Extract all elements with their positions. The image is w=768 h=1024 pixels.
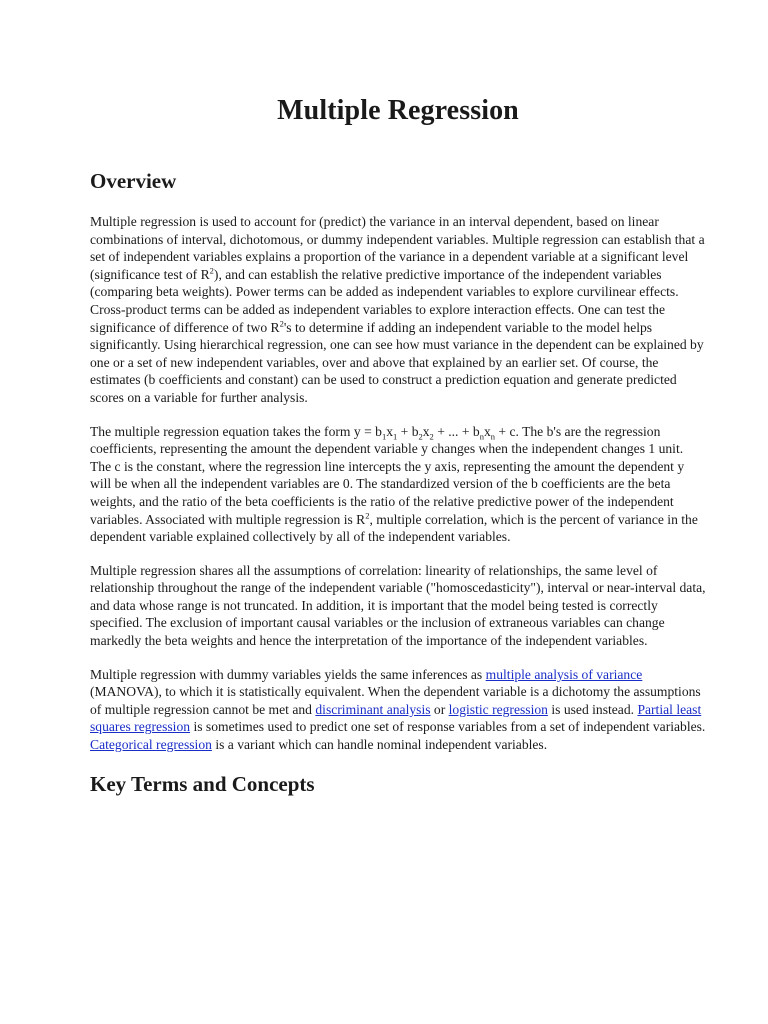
text-run: + ... + b [433, 423, 480, 439]
superscript: 2 [365, 509, 370, 520]
paragraph-dummy-variables [90, 666, 706, 754]
document-title: Multiple Regression [277, 95, 519, 126]
section-heading-key-terms: Key Terms and Concepts [90, 771, 315, 796]
text-run: Multiple regression is used to account for (predict) the variance in an interval dependent, based on linear combinations of interval, dichotomous, or dummy independent variables. Multiple regression can establish that a set of independent variables explains a proportion of the variance in a dependent variable at a significant level (significance test of R [90, 214, 705, 282]
text-run: (MANOVA), to which it is statistically equivalent. When the dependent variable is a dichotomy the assumptions of multiple regression cannot be met and [90, 684, 701, 717]
paragraph-regression-equation [90, 423, 706, 546]
subscript: 2 [429, 431, 434, 442]
text-run: is sometimes used to predict one set of response variables from a set of independent variables. [190, 719, 706, 735]
text-run: x [386, 423, 393, 439]
link-logistic-regression[interactable]: logistic regression [448, 701, 548, 717]
superscript: 2 [279, 318, 284, 329]
subscript: 2 [418, 431, 423, 442]
superscript: 2 [209, 265, 214, 276]
link-partial-least-squares[interactable]: Partial least squares regression [90, 701, 702, 735]
text-run: ), and can establish the relative predictive importance of the independent variables (comparing beta weights). Power terms can be added as independent variables to explore curvilinear effects. Cross-product terms can be added as independent variables to explore interaction effects. One can test the significance of difference of two R [90, 266, 679, 335]
subscript: 1 [392, 431, 398, 442]
text-run: x [483, 423, 491, 439]
link-categorical-regression[interactable]: Categorical regression [90, 737, 212, 753]
subscript: n [479, 431, 484, 442]
text-run: The multiple regression equation takes the form y = b [90, 423, 382, 439]
text-run: or [430, 701, 449, 717]
text-run: 's to determine if adding an independent variable to the model helps significantly. Using hierarchical regression, one can see how must variance in the dependent can be explained by one or a set of new independent variables, over and above that explained by an earlier set. Of course, the estimates (b coefficients and constant) can be used to construct a prediction equation and generate predicted scores on a variable for further analysis. [90, 319, 704, 405]
link-manova[interactable]: multiple analysis of variance [485, 666, 643, 682]
link-discriminant-analysis[interactable]: discriminant analysis [315, 701, 431, 717]
subscript: 1 [381, 431, 387, 442]
section-heading-overview: Overview [90, 169, 177, 193]
paragraph-overview-intro [90, 213, 706, 407]
paragraph-assumptions: Multiple regression shares all the assumptions of correlation: linearity of relationships, the same level of relationship throughout the range of the independent variable ("homoscedasticity"), interval or near-interval data, and data whose range is not truncated. In addition, it is important that the model being tested is correctly specified. The exclusion of important causal variables or the inclusion of extraneous variables can change markedly the beta weights and hence the interpretation of the importance of the independent variables. [90, 562, 706, 649]
text-run: is a variant which can handle nominal independent variables. [211, 737, 548, 753]
text-run: + b [397, 423, 419, 439]
subscript: n [490, 431, 496, 442]
text-run: is used instead. [547, 701, 638, 717]
text-run: , multiple correlation, which is the percent of variance in the dependent variable explained collectively by all of the independent variables. [90, 511, 698, 545]
text-run: + c. The b's are the regression coefficients, representing the amount the dependent variable y changes when the independent changes 1 unit. The c is the constant, where the regression line intercepts the y axis, representing the amount the dependent y will be when all the independent variables are 0. The standardized version of the b coefficients are the beta weights, and the ratio of the beta coefficients is the ratio of the relative predictive power of the independent variables. Associated with multiple regression is R [90, 423, 685, 527]
text-run: x [422, 423, 430, 439]
text-run: Multiple regression with dummy variables yields the same inferences as [90, 666, 486, 682]
